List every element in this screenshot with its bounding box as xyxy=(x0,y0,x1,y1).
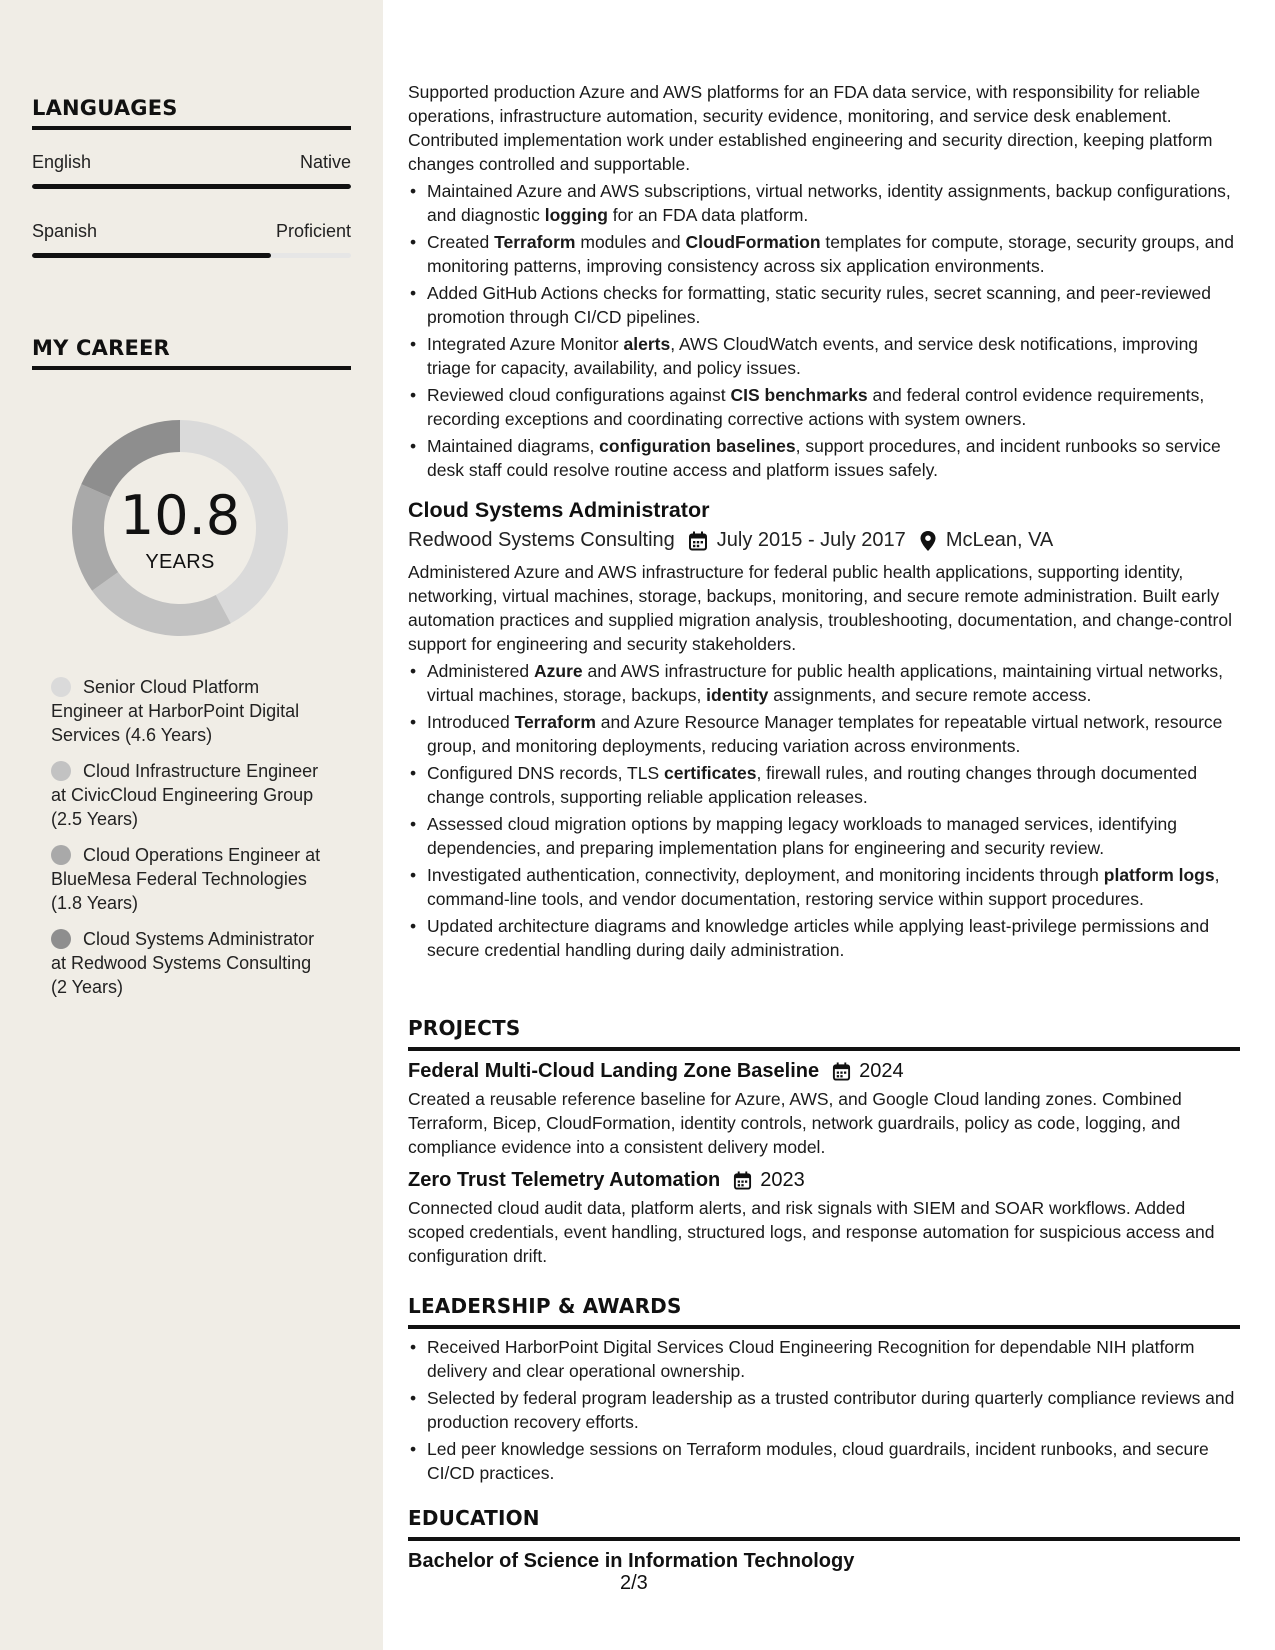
bullet-text: Introduced xyxy=(427,712,515,732)
career-legend-text: Cloud Systems Administrator at Redwood Systems Consulting (2 Years) xyxy=(51,929,315,997)
job-bullets xyxy=(408,179,1240,482)
bullet-keyword: Terraform xyxy=(494,232,576,252)
leadership-rule xyxy=(408,1325,1240,1329)
job-dates: July 2015 - July 2017 xyxy=(716,529,906,551)
job-summary: Supported production Azure and AWS platforms for an FDA data service, with responsibility for reliable operations, infrastructure automation, security evidence, monitoring, and service desk enablement. Contributed implementation work under established engineering and security direction, keeping platform changes controlled and supportable. xyxy=(408,82,1213,174)
career-legend-item xyxy=(51,843,321,915)
career-legend-text: Senior Cloud Platform Engineer at HarborPoint Digital Services (4.6 Years) xyxy=(51,677,300,745)
calendar-icon xyxy=(733,1171,752,1190)
bullet-keyword: Terraform xyxy=(514,712,596,732)
calendar-icon xyxy=(688,531,708,551)
project-title: Federal Multi-Cloud Landing Zone Baseline xyxy=(408,1060,820,1082)
leadership-item: • Received HarborPoint Digital Services Cloud Engineering Recognition for dependable NIH platform delivery and clear operational ownership. xyxy=(408,1335,1240,1383)
bullet-text: Reviewed cloud configurations against xyxy=(427,385,731,405)
project-year: 2023 xyxy=(760,1169,805,1191)
bullet-text: Assessed cloud migration options by mapping legacy workloads to managed services, identifying dependencies, and preparing implementation plans for engineering and security review. xyxy=(427,814,1177,858)
job-bullet xyxy=(408,281,1240,329)
bullet-keyword: alerts xyxy=(623,334,671,354)
career-legend-text: Cloud Infrastructure Engineer at CivicCloud Engineering Group (2.5 Years) xyxy=(51,761,319,829)
leadership-section xyxy=(408,1294,1240,1485)
job-title: Cloud Systems Administrator xyxy=(408,498,710,522)
career-legend xyxy=(51,675,321,1011)
job-cloud-systems-administrator xyxy=(408,498,1240,962)
job-meta xyxy=(408,529,1240,552)
legend-dot-icon xyxy=(51,677,71,697)
job-bullet xyxy=(408,332,1240,380)
career-donut-label xyxy=(66,414,294,642)
projects-section xyxy=(408,1016,1240,1268)
bullet-text: Integrated Azure Monitor xyxy=(427,334,624,354)
career-legend-text: Cloud Operations Engineer at BlueMesa Federal Technologies (1.8 Years) xyxy=(51,845,321,913)
bullet-keyword: configuration baselines xyxy=(599,436,796,456)
leadership-heading: LEADERSHIP & AWARDS xyxy=(408,1294,682,1318)
job-bullets xyxy=(408,659,1240,962)
bullet-text: assignments, and secure remote access. xyxy=(768,685,1092,705)
career-heading: MY CAREER xyxy=(32,336,170,360)
bullet-text: , support procedures, and incident runbooks so service desk staff could resolve routine access and platform issues safely. xyxy=(427,436,1221,480)
bullet-text: and AWS infrastructure for public health applications, maintaining virtual networks, virtual machines, storage, backups, xyxy=(427,661,1223,705)
language-item-english xyxy=(32,152,351,189)
bullet-keyword: platform logs xyxy=(1103,865,1215,885)
job-bullet xyxy=(408,914,1240,962)
job-company: Redwood Systems Consulting xyxy=(408,529,675,551)
bullet-keyword: identity xyxy=(706,685,769,705)
job-bullet xyxy=(408,659,1240,707)
main-content xyxy=(408,0,1240,1650)
career-total-unit: YEARS xyxy=(145,550,215,573)
bullet-text: , firewall rules, and routing changes through documented change controls, supporting reliable application releases. xyxy=(427,763,1198,807)
language-bar xyxy=(32,253,351,258)
job-location: McLean, VA xyxy=(945,529,1054,551)
bullet-text: Created xyxy=(427,232,495,252)
language-name: Spanish xyxy=(32,221,98,241)
bullet-text: , command-line tools, and vendor documentation, restoring service within support procedures. xyxy=(427,865,1220,909)
languages-rule xyxy=(32,126,351,130)
leadership-item: • Selected by federal program leadership as a trusted contributor during quarterly compliance reviews and production recovery efforts. xyxy=(408,1386,1240,1434)
job-bullet xyxy=(408,383,1240,431)
job-bullet xyxy=(408,761,1240,809)
page-number: 2/3 xyxy=(620,1572,648,1594)
education-section xyxy=(408,1506,1240,1573)
project-year: 2024 xyxy=(859,1060,904,1082)
bullet-text: and federal control evidence requirements, recording exceptions and coordinating corrective actions with system owners. xyxy=(427,385,1205,429)
leadership-list xyxy=(408,1335,1240,1485)
bullet-text: Maintained Azure and AWS subscriptions, virtual networks, identity assignments, backup configurations, and diagnostic xyxy=(427,181,1231,225)
job-summary: Administered Azure and AWS infrastructure for federal public health applications, supporting identity, networking, virtual machines, storage, backups, monitoring, and secure remote administration. Built early automation practices and supplied migration analysis, troubleshooting, documentation, and change-control support for engineering and security stakeholders. xyxy=(408,562,1232,654)
bullet-keyword: CloudFormation xyxy=(685,232,821,252)
career-legend-item xyxy=(51,927,321,999)
language-name: English xyxy=(32,152,92,172)
bullet-text: Configured DNS records, TLS xyxy=(427,763,665,783)
job-senior-platform-engineer xyxy=(408,80,1240,482)
job-bullet xyxy=(408,179,1240,227)
project-title-row xyxy=(408,1060,1240,1083)
job-bullet xyxy=(408,230,1240,278)
job-bullet xyxy=(408,863,1240,911)
sidebar xyxy=(0,0,383,1650)
career-legend-item xyxy=(51,759,321,831)
language-bar-fill xyxy=(32,253,271,258)
career-rule xyxy=(32,366,351,370)
language-level: Native xyxy=(299,152,351,172)
bullet-text: for an FDA data platform. xyxy=(607,205,809,225)
bullet-text: Added GitHub Actions checks for formatting, static security rules, secret scanning, and peer-reviewed promotion through CI/CD pipelines. xyxy=(427,283,1211,327)
map-pin-icon xyxy=(919,530,937,552)
projects-heading: PROJECTS xyxy=(408,1016,521,1040)
job-bullet xyxy=(408,710,1240,758)
bullet-keyword: certificates xyxy=(664,763,757,783)
bullet-text: Maintained diagrams, xyxy=(427,436,600,456)
projects-rule xyxy=(408,1047,1240,1051)
legend-dot-icon xyxy=(51,761,71,781)
job-bullet xyxy=(408,434,1240,482)
bullet-text: Investigated authentication, connectivity, deployment, and monitoring incidents through xyxy=(427,865,1104,885)
bullet-keyword: CIS benchmarks xyxy=(730,385,868,405)
education-heading: EDUCATION xyxy=(408,1506,540,1530)
education-degree: Bachelor of Science in Information Technology xyxy=(408,1550,855,1572)
language-bar-fill xyxy=(32,184,351,189)
bullet-text: Updated architecture diagrams and knowledge articles while applying least-privilege permissions and secure credential handling during daily administration. xyxy=(427,916,1210,960)
language-item-spanish xyxy=(32,221,351,258)
bullet-text: modules and xyxy=(575,232,686,252)
bullet-keyword: Azure xyxy=(534,661,583,681)
leadership-item: • Led peer knowledge sessions on Terraform modules, cloud guardrails, incident runbooks, and secure CI/CD practices. xyxy=(408,1437,1240,1485)
legend-dot-icon xyxy=(51,845,71,865)
languages-heading: LANGUAGES xyxy=(32,96,178,120)
education-rule xyxy=(408,1537,1240,1541)
project-description: Created a reusable reference baseline for Azure, AWS, and Google Cloud landing zones. Combined Terraform, Bicep, CloudFormation, identity controls, network guardrails, policy as code, logging, and compliance evidence into a consistent delivery model. xyxy=(408,1089,1182,1157)
bullet-text: , AWS CloudWatch events, and service desk notifications, improving triage for capacity, availability, and policy issues. xyxy=(427,334,1199,378)
bullet-text: templates for compute, storage, security groups, and monitoring patterns, improving consistency across six application environments. xyxy=(427,232,1234,276)
career-total-years: 10.8 xyxy=(119,483,241,547)
project-title-row xyxy=(408,1169,1240,1192)
bullet-keyword: logging xyxy=(544,205,608,225)
bullet-text: and Azure Resource Manager templates for repeatable virtual network, resource group, and monitoring deployments, reducing variation across environments. xyxy=(427,712,1223,756)
language-bar xyxy=(32,184,351,189)
career-legend-item xyxy=(51,675,321,747)
project-title: Zero Trust Telemetry Automation xyxy=(408,1169,721,1191)
calendar-icon xyxy=(832,1062,851,1081)
project-description: Connected cloud audit data, platform alerts, and risk signals with SIEM and SOAR workflows. Added scoped credentials, event handling, structured logs, and response automation for suspicious access and configuration drift. xyxy=(408,1198,1215,1266)
legend-dot-icon xyxy=(51,929,71,949)
job-bullet xyxy=(408,812,1240,860)
bullet-text: Administered xyxy=(427,661,534,681)
language-level: Proficient xyxy=(275,221,351,241)
